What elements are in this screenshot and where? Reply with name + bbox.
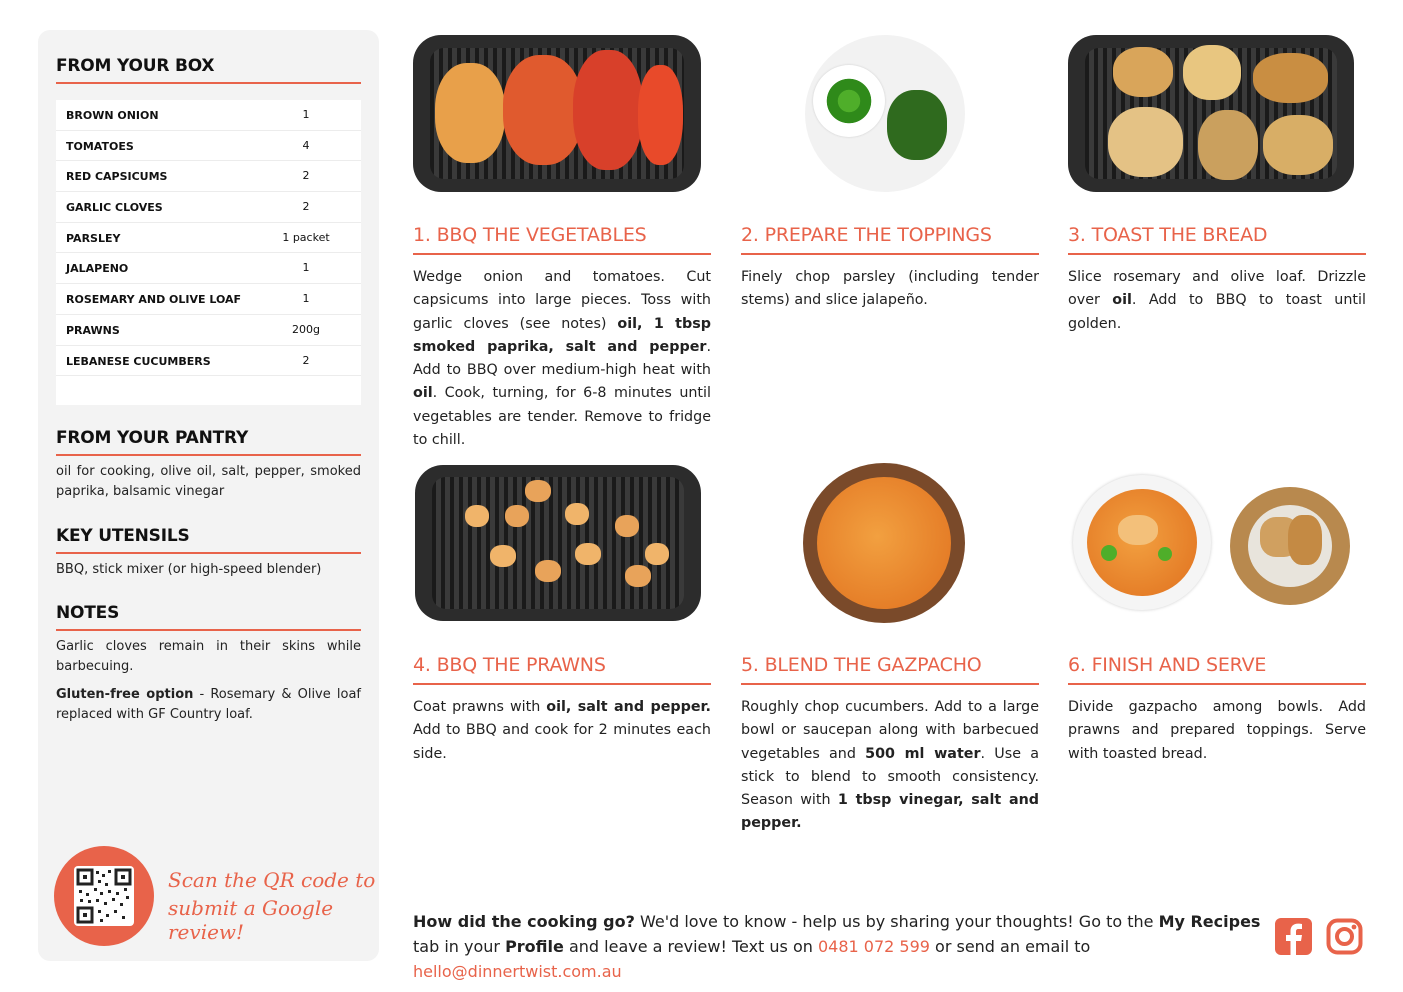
divider xyxy=(413,253,711,255)
ingredient-qty: 1 xyxy=(302,108,310,121)
divider xyxy=(56,82,361,84)
ingredient-name: TOMATOES xyxy=(66,139,134,153)
qr-prompt-line-2: submit a Google review! xyxy=(168,896,334,944)
table-row xyxy=(56,253,361,284)
table-row xyxy=(56,161,361,192)
table-row xyxy=(56,346,361,377)
text-bold: 500 ml water xyxy=(865,745,981,762)
box-ingredients-table xyxy=(56,100,361,405)
divider xyxy=(1068,683,1366,685)
step-4-title: 4. BBQ THE PRAWNS xyxy=(413,654,606,676)
bbq-prawns-image xyxy=(415,465,701,621)
step-1-text xyxy=(413,266,711,452)
divider xyxy=(56,629,361,631)
text: Slice rosemary and olive loaf. Drizzle over xyxy=(1068,269,1366,309)
email-link[interactable]: hello@dinnertwist.com.au xyxy=(413,962,622,981)
ingredients-sidebar xyxy=(38,30,379,961)
ingredient-name: BROWN ONION xyxy=(66,109,159,122)
divider xyxy=(741,253,1039,255)
ingredient-qty: 2 xyxy=(302,200,310,214)
text: . Add to BBQ over medium-high heat with xyxy=(413,338,711,379)
table-row xyxy=(56,100,361,131)
text: Add to BBQ and cook for 2 minutes each side. xyxy=(413,722,711,762)
ingredient-qty: 200g xyxy=(292,322,320,336)
step-6-text: Divide gazpacho among bowls. Add prawns and prepared toppings. Serve with toasted bread. xyxy=(1068,699,1366,762)
text: Coat prawns with xyxy=(413,699,547,715)
text: tab in your xyxy=(413,937,506,956)
step-3-text xyxy=(1068,266,1366,336)
step-5-text xyxy=(741,696,1039,836)
notes-text-1: Garlic cloves remain in their skins while barbecuing. xyxy=(56,639,361,674)
facebook-icon[interactable] xyxy=(1275,918,1312,955)
ingredient-name: RED CAPSICUMS xyxy=(66,170,168,184)
notes-title: NOTES xyxy=(56,603,120,623)
toast-bread-image xyxy=(1068,35,1354,192)
ingredient-qty: 2 xyxy=(302,169,310,183)
text-bold: 1 tbsp vinegar, salt and pepper. xyxy=(741,792,1040,832)
ingredient-qty: 4 xyxy=(302,138,310,152)
text-bold: oil xyxy=(413,385,433,402)
step-4-text xyxy=(413,696,711,766)
table-row xyxy=(56,315,361,346)
ingredient-name: ROSEMARY AND OLIVE LOAF xyxy=(66,293,242,307)
divider xyxy=(56,552,361,554)
divider xyxy=(413,683,711,685)
gazpacho-image xyxy=(803,463,965,623)
ingredient-name: GARLIC CLOVES xyxy=(66,201,163,215)
instagram-icon[interactable] xyxy=(1326,918,1363,955)
my-recipes-link[interactable]: My Recipes xyxy=(1158,912,1261,931)
table-row xyxy=(56,284,361,315)
text: We'd love to know - help us by sharing your thoughts! Go to the xyxy=(634,912,1159,931)
serve-bowl-image xyxy=(1073,475,1211,610)
pantry-text: oil for cooking, olive oil, salt, pepper, smoked paprika, balsamic vinegar xyxy=(56,464,361,499)
profile-link[interactable]: Profile xyxy=(505,937,564,956)
ingredient-qty: 1 xyxy=(302,292,310,306)
bread-basket-image xyxy=(1230,487,1350,605)
text: Roughly chop cucumbers. Add to a large bowl or saucepan along with barbecued vegetables and xyxy=(741,699,1039,762)
table-row xyxy=(56,131,361,162)
ingredient-name: PARSLEY xyxy=(66,231,121,245)
qr-code-icon[interactable] xyxy=(54,846,154,946)
footer-question: How did the cooking go? xyxy=(413,912,635,931)
phone-link[interactable]: 0481 072 599 xyxy=(817,937,930,956)
qr-code xyxy=(74,866,134,926)
review-footer xyxy=(413,909,1263,984)
text-bold: oil, 1 tbsp smoked paprika, salt and pepper xyxy=(413,315,711,355)
ingredient-qty: 2 xyxy=(302,353,310,367)
text-bold: oil, salt and pepper. xyxy=(546,699,711,715)
toppings-image xyxy=(805,35,965,192)
key-utensils-title: KEY UTENSILS xyxy=(56,526,190,546)
text: . Use a stick to blend to smooth consistency. Season with xyxy=(741,745,1039,809)
from-your-pantry-title: FROM YOUR PANTRY xyxy=(56,428,249,448)
table-row xyxy=(56,223,361,254)
step-1-title: 1. BBQ THE VEGETABLES xyxy=(413,224,647,246)
ingredient-qty: 1 packet xyxy=(282,230,330,244)
gluten-free-text: - Rosemary & Olive loaf replaced with GF Country loaf. xyxy=(56,687,361,722)
divider xyxy=(56,454,361,456)
from-your-box-title: FROM YOUR BOX xyxy=(56,56,215,76)
bbq-vegetables-image xyxy=(413,35,701,192)
text: Wedge onion and tomatoes. Cut capsicums into large pieces. Toss with garlic cloves (see notes) xyxy=(413,269,711,332)
step-2-title: 2. PREPARE THE TOPPINGS xyxy=(741,224,992,246)
table-row xyxy=(56,192,361,223)
gluten-free-label: Gluten-free option xyxy=(56,687,194,702)
divider xyxy=(1068,253,1366,255)
divider xyxy=(741,683,1039,685)
notes-text-2 xyxy=(56,685,361,725)
ingredient-name: LEBANESE CUCUMBERS xyxy=(66,354,211,368)
qr-prompt-line-1: Scan the QR code to xyxy=(168,868,376,892)
text: or send an email to xyxy=(929,937,1091,956)
text: . Add to BBQ to toast until golden. xyxy=(1068,292,1366,332)
ingredient-name: JALAPENO xyxy=(66,262,129,276)
step-6-title: 6. FINISH AND SERVE xyxy=(1068,654,1267,676)
text-bold: oil xyxy=(1112,292,1132,309)
text: and leave a review! Text us on xyxy=(563,937,818,956)
text: . Cook, turning, for 6-8 minutes until vegetables are tender. Remove to fridge to chill. xyxy=(413,385,711,449)
ingredient-name: PRAWNS xyxy=(66,323,120,337)
step-5-title: 5. BLEND THE GAZPACHO xyxy=(741,654,982,676)
step-3-title: 3. TOAST THE BREAD xyxy=(1068,224,1268,246)
step-2-text: Finely chop parsley (including tender stems) and slice jalapeño. xyxy=(741,269,1039,309)
utensils-text: BBQ, stick mixer (or high-speed blender) xyxy=(56,562,322,577)
ingredient-qty: 1 xyxy=(302,261,310,275)
